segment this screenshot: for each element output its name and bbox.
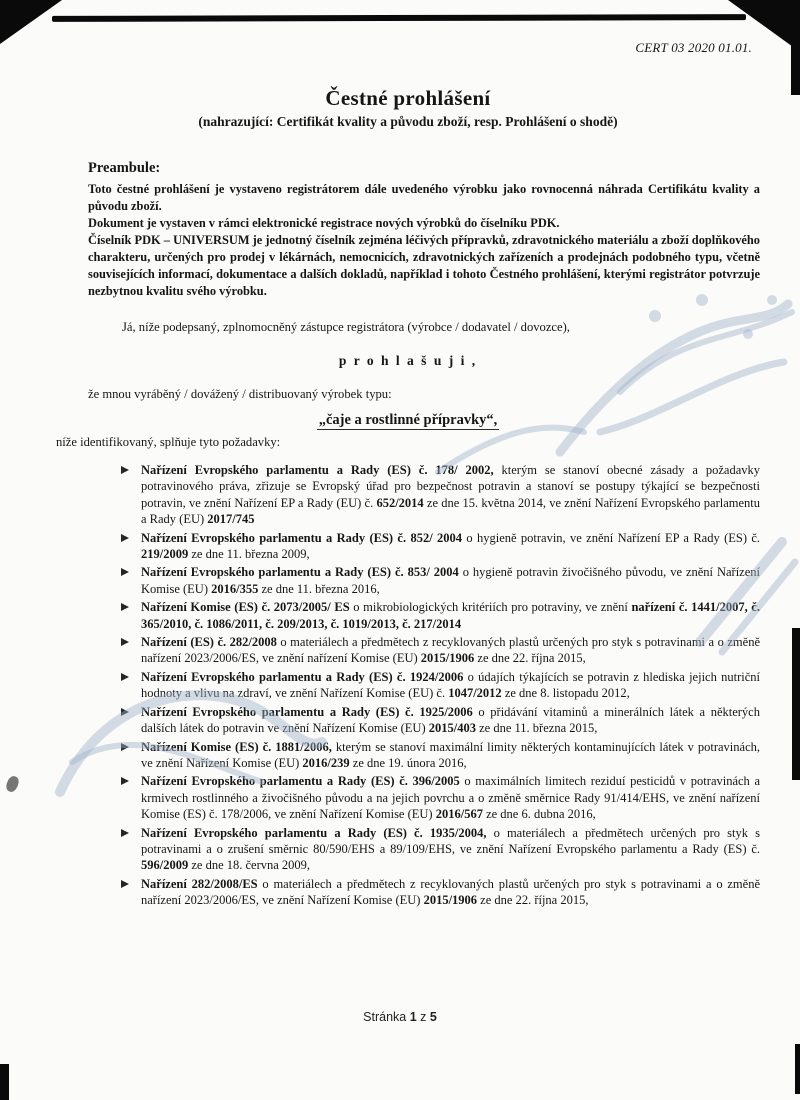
requirement-regulation-name: Nařízení Evropského parlamentu a Rady (ES) č. 853/ 2004	[141, 565, 459, 580]
requirement-regulation-name: Nařízení Evropského parlamentu a Rady (ES) č. 1925/2006	[141, 704, 473, 719]
product-type	[56, 412, 760, 429]
bullet-arrow-icon	[121, 777, 129, 785]
page-number-text: 5	[429, 1010, 437, 1024]
requirement-regulation-name: Nařízení Evropského parlamentu a Rady (ES) č. 852/ 2004	[141, 530, 463, 545]
requirement-item	[120, 462, 760, 528]
requirement-item	[120, 773, 760, 822]
requirement-text: o mikrobiologických kritériích pro potraviny, ve znění	[349, 600, 632, 615]
page-number-text: 1	[409, 1010, 417, 1024]
requirement-text: ze dne 11. března 2009,	[188, 547, 310, 562]
bullet-arrow-icon	[121, 638, 129, 646]
bullet-arrow-icon	[121, 708, 129, 716]
requirement-regulation-name: 1047/2012	[448, 686, 502, 701]
requirement-regulation-name: 219/2009	[141, 547, 189, 562]
document-subtitle: (nahrazující: Certifikát kvality a původu zboží, resp. Prohlášení o shodě)	[198, 114, 618, 129]
requirement-item	[120, 876, 760, 909]
requirement-text: o hygieně potravin živočišného původu, ve znění Nařízení Komise (EU)	[141, 565, 760, 596]
declaration-word: p r o h l a š u j i ,	[338, 353, 478, 368]
document-title: Čestné prohlášení	[325, 86, 491, 110]
requirement-regulation-name: Nařízení Komise (ES) č. 1881/2006,	[141, 739, 332, 754]
document-reference: CERT 03 2020 01.01.	[635, 40, 752, 55]
scan-artifact-bottom-left	[0, 1064, 9, 1100]
bullet-arrow-icon	[121, 743, 129, 751]
requirement-text: ze dne 8. listopadu 2012,	[501, 686, 630, 701]
preamble-paragraph: Dokument je vystaven v rámci elektronické registrace nových výrobků do číselníku PDK.	[88, 216, 560, 230]
document-page	[56, 0, 760, 1100]
requirement-text: ze dne 11. března 2016,	[258, 581, 380, 596]
requirement-regulation-name: Nařízení Evropského parlamentu a Rady (ES) č. 1924/2006	[141, 669, 464, 684]
requirement-item	[120, 634, 760, 667]
requirement-regulation-name: 2017/745	[207, 512, 255, 527]
requirement-regulation-name: 2016/567	[435, 807, 483, 822]
scan-artifact-right-edge-low	[795, 1044, 800, 1094]
requirement-regulation-name: nařízení č. 1441/2007, č. 365/2010, č. 1086/2011, č. 209/2013, č. 1019/2013, č. 217/2014	[141, 600, 760, 631]
requirement-text: o hygieně potravin, ve znění Nařízení EP a Rady (ES) č.	[462, 530, 760, 545]
requirement-regulation-name: 2015/1906	[423, 893, 478, 908]
requirement-item	[120, 825, 760, 874]
page-footer	[0, 1010, 800, 1024]
requirement-regulation-name: 2016/239	[302, 755, 350, 770]
requirement-text: o materiálech a předmětech z recyklovaných plastů určených pro styk s potravinami a o změně nařízení 2023/2006/ES, ve znění Nařízení Komise (EU)	[141, 876, 760, 908]
requirement-text: ze dne 19. února 2016,	[349, 755, 467, 770]
requirement-regulation-name: 2015/1906	[420, 651, 475, 666]
bullet-arrow-icon	[121, 603, 129, 611]
requirement-text: ze dne 22. října 2015,	[474, 651, 586, 666]
requirement-text: ze dne 22. října 2015,	[477, 893, 589, 908]
requirement-regulation-name: 596/2009	[141, 858, 189, 873]
preamble-heading: Preambule:	[88, 160, 161, 176]
preamble-paragraphs	[88, 181, 760, 300]
bullet-arrow-icon	[121, 880, 129, 888]
product-intro-line: že mnou vyráběný / dovážený / distribuovaný výrobek typu:	[88, 387, 392, 401]
requirement-text: ze dne 18. června 2009,	[188, 858, 311, 873]
requirement-regulation-name: Nařízení Komise (ES) č. 2073/2005/ ES	[141, 600, 350, 615]
requirement-text: ze dne 15. května 2014, ve znění Nařízení Evropského parlamentu a Rady (EU)	[141, 495, 761, 527]
scan-artifact-left-mark	[4, 775, 20, 794]
requirement-regulation-name: Nařízení Evropského parlamentu a Rady (ES) č. 178/ 2002,	[141, 463, 494, 477]
page-number-text: Stránka	[363, 1010, 410, 1024]
requirement-item	[120, 599, 760, 632]
requirement-item	[120, 669, 760, 702]
bullet-arrow-icon	[121, 466, 129, 474]
bullet-arrow-icon	[121, 568, 129, 576]
requirement-text: o údajích týkajících se potravin z hlediska jejich nutriční hodnoty a vlivu na zdraví, ve znění Nařízení Komise (EU) č.	[141, 669, 760, 701]
requirements-list	[120, 462, 760, 909]
declarant-line: Já, níže podepsaný, zplnomocněný zástupce registrátora (výrobce / dodavatel / dovozce),	[122, 320, 570, 334]
requirement-text: o materiálech a předmětech určených pro styk s potravinami a o zrušení směrnic 80/590/EHS a 89/109/EHS, ve znění Nařízení Evropského parlamentu a Rady (ES) č.	[141, 825, 760, 856]
requirement-text: o přidávání vitaminů a minerálních látek a některých dalších látek do potravin ve znění Nařízení Komise (EU)	[141, 704, 760, 736]
preamble-paragraph: Toto čestné prohlášení je vystaveno registrátorem dále uvedeného výrobku jako rovnocenná náhrada Certifikátu kvality a původu zboží.	[88, 182, 760, 213]
bullet-arrow-icon	[121, 829, 129, 837]
requirement-regulation-name: Nařízení 282/2008/ES	[141, 876, 258, 891]
requirement-text: kterým se stanoví obecné zásady a požadavky potravinového práva, zřizuje se Evropský úřad pro bezpečnost potravin a stanoví se postupy týkající se bezpečnosti potravin, ve znění Nařízení EP a Rady (EU) č.	[141, 463, 760, 510]
requirement-regulation-name: Nařízení Evropského parlamentu a Rady (ES) č. 1935/2004,	[141, 825, 487, 840]
requirements-intro: níže identifikovaný, splňuje tyto požadavky:	[56, 435, 281, 449]
bullet-arrow-icon	[121, 673, 129, 681]
requirement-text: ze dne 6. dubna 2016,	[482, 807, 596, 822]
preamble-paragraph: Číselník PDK – UNIVERSUM je jednotný číselník zejména léčivých přípravků, zdravotnického materiálu a zboží doplňkového charakteru, určených pro prodej v lékárnách, nemocnicích, zdravotnických zařízeních a prodejnách podobného typu, včetně souvisejících informací, dokumentace a dalších dokladů, například i tohoto Čestného prohlášení, kterými registrátor potvrzuje nezbytnou kvalitu svého výrobku.	[88, 233, 760, 298]
requirement-regulation-name: 2016/355	[211, 581, 259, 596]
requirement-text: ze dne 11. března 2015,	[476, 721, 598, 736]
page-number-text: z	[416, 1010, 430, 1024]
requirement-regulation-name: Nařízení Evropského parlamentu a Rady (ES) č. 396/2005	[141, 774, 460, 789]
bullet-arrow-icon	[121, 534, 129, 542]
requirement-item	[120, 704, 760, 737]
product-type-text: „čaje a rostlinné přípravky“,	[318, 412, 498, 428]
requirement-item	[120, 530, 760, 563]
requirement-regulation-name: 2015/403	[428, 721, 476, 736]
requirement-text: o materiálech a předmětech z recyklovaných plastů určených pro styk s potravinami a o změně nařízení 2023/2006/ES, ve znění nařízení Komise (EU)	[141, 635, 760, 666]
requirement-regulation-name: 652/2014	[376, 495, 424, 510]
requirement-regulation-name: Nařízení (ES) č. 282/2008	[141, 635, 277, 650]
scan-artifact-corner-top-left	[0, 0, 62, 44]
requirement-text: kterým se stanoví maximální limity některých kontaminujících látek v potravinách, ve znění Nařízení Komise (EU)	[141, 739, 760, 770]
requirement-item	[120, 564, 760, 597]
scan-artifact-corner-top-right	[728, 0, 800, 52]
requirement-text: o maximálních limitech reziduí pesticidů v potravinách a krmivech rostlinného a živočišného původu a na jejich povrchu a o změně směrnice Rady 91/414/EHS, ve znění nařízení Komise (ES) č. 178/2006, ve znění Nařízení Komise (EU)	[141, 774, 760, 822]
scan-artifact-right-edge-mid	[792, 628, 800, 780]
requirement-item	[120, 739, 760, 772]
